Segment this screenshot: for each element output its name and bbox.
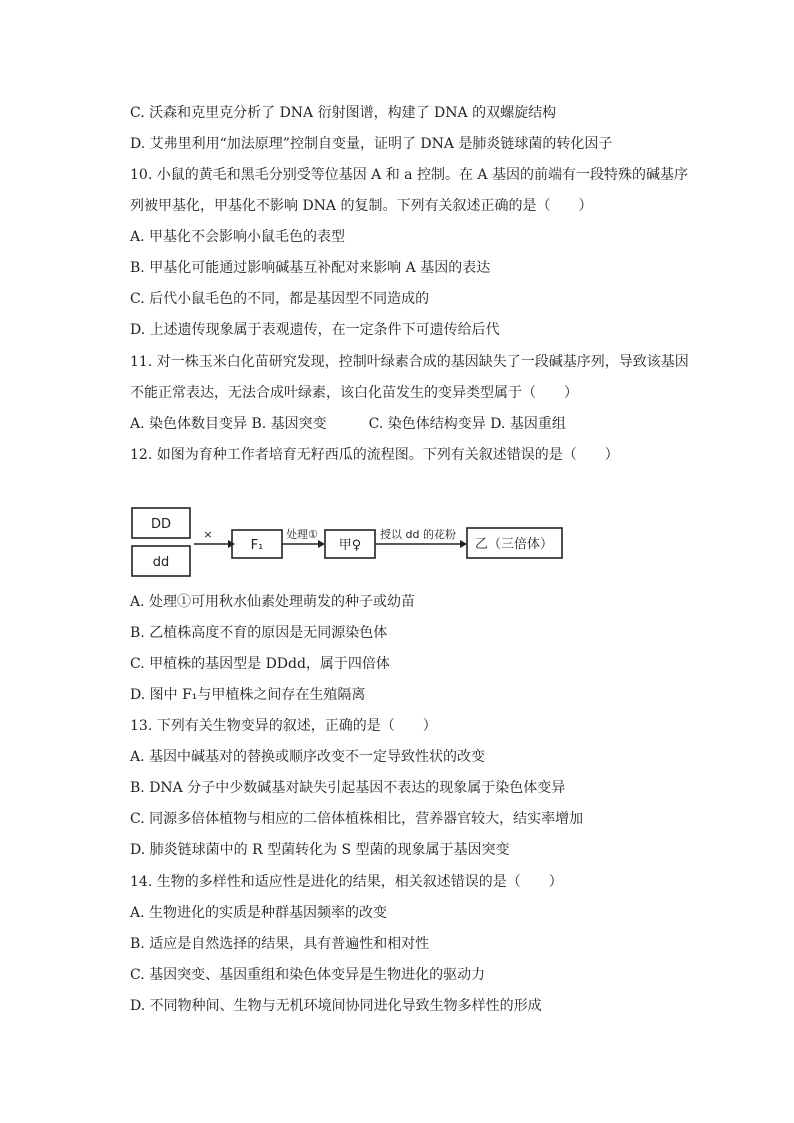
option-12c: C. 甲植株的基因型是 DDdd，属于四倍体 [130, 656, 390, 672]
option-9d: D. 艾弗里利用“加法原理”控制自变量，证明了 DNA 是肺炎链球菌的转化因子 [130, 136, 613, 152]
question-13: 13. 下列有关生物变异的叙述，正确的是（ ） [130, 718, 437, 734]
option-14c: C. 基因突变、基因重组和染色体变异是生物进化的驱动力 [130, 967, 486, 983]
option-10b: B. 甲基化可能通过影响碱基互补配对来影响 A 基因的表达 [130, 260, 491, 276]
option-14d: D. 不同物种间、生物与无机环境间协同进化导致生物多样性的形成 [130, 998, 542, 1014]
option-13c: C. 同源多倍体植物与相应的二倍体植株相比，营养器官较大，结实率增加 [130, 811, 584, 827]
option-12b: B. 乙植株高度不育的原因是无同源染色体 [130, 625, 388, 641]
option-13b: B. DNA 分子中少数碱基对缺失引起基因不表达的现象属于染色体变异 [130, 780, 566, 796]
question-11-line1: 11. 对一株玉米白化苗研究发现，控制叶绿素合成的基因缺失了一段碱基序列，导致该基因 [130, 354, 689, 370]
question-10-line2: 列被甲基化，甲基化不影响 DNA 的复制。下列有关叙述正确的是（ ） [130, 198, 593, 214]
options-11: A. 染色体数目变异 B. 基因突变 C. 染色体结构变异 D. 基因重组 [130, 416, 566, 432]
option-10c: C. 后代小鼠毛色的不同，都是基因型不同造成的 [130, 291, 430, 307]
f1-label: F₁ [250, 538, 264, 553]
step1-label: 处理① [286, 528, 318, 541]
question-12: 12. 如图为育种工作者培育无籽西瓜的流程图。下列有关叙述错误的是（ ） [130, 447, 619, 463]
step1-arrow-head [318, 540, 325, 548]
option-14a: A. 生物进化的实质是种群基因频率的改变 [130, 905, 388, 921]
question-11-line2: 不能正常表达，无法合成叶绿素，该白化苗发生的变异类型属于（ ） [130, 385, 578, 401]
step2-label: 授以 dd 的花粉 [380, 528, 456, 541]
question-14: 14. 生物的多样性和适应性是进化的结果，相关叙述错误的是（ ） [130, 874, 563, 890]
parent-dd-label: DD [150, 517, 172, 532]
step2-arrow-head [460, 540, 467, 548]
parent-recessive-label: dd [152, 555, 170, 570]
option-13d: D. 肺炎链球菌中的 R 型菌转化为 S 型菌的现象属于基因突变 [130, 842, 510, 858]
option-10d: D. 上述遗传现象属于表观遗传，在一定条件下可遗传给后代 [130, 322, 500, 338]
question-10-line1: 10. 小鼠的黄毛和黑毛分别受等位基因 A 和 a 控制。在 A 基因的前端有一段特殊的碱基序 [130, 167, 688, 183]
option-13a: A. 基因中碱基对的替换或顺序改变不一定导致性状的改变 [130, 749, 486, 765]
cross-symbol: × [203, 528, 213, 541]
option-9c: C. 沃森和克里克分析了 DNA 衍射图谱，构建了 DNA 的双螺旋结构 [130, 105, 557, 121]
yi-label: 乙（三倍体） [474, 537, 554, 552]
option-12d: D. 图中 F₁与甲植株之间存在生殖隔离 [130, 687, 366, 703]
option-10a: A. 甲基化不会影响小鼠毛色的表型 [130, 229, 346, 245]
breeding-flow-diagram [128, 500, 578, 584]
option-12a: A. 处理①可用秋水仙素处理萌发的种子或幼苗 [130, 594, 416, 610]
option-14b: B. 适应是自然选择的结果，具有普遍性和相对性 [130, 936, 430, 952]
jia-label: 甲♀ [338, 538, 362, 553]
